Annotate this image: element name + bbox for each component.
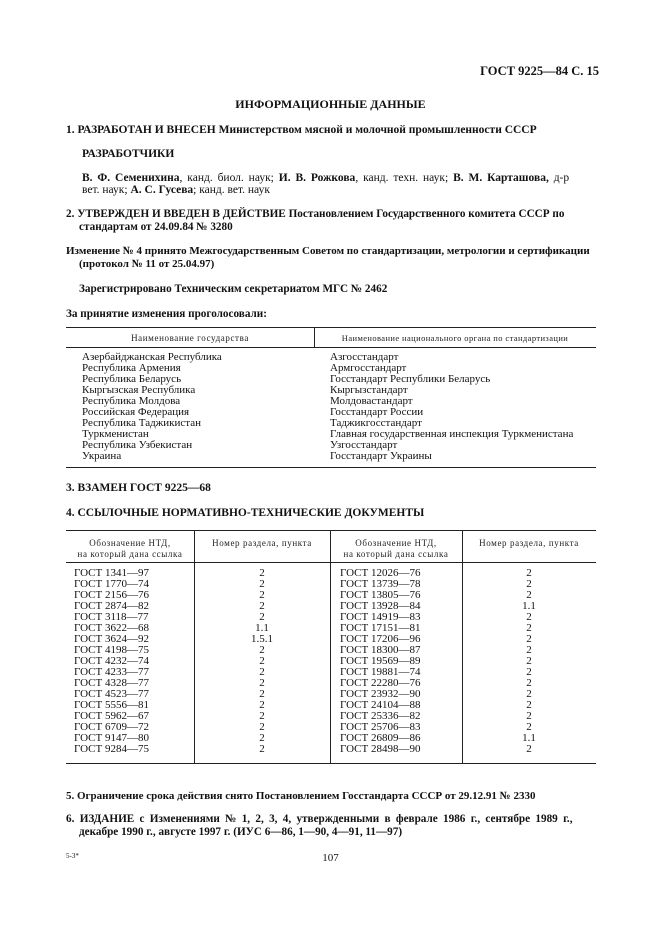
standards-body-name: Госстандарт Украины	[330, 450, 432, 462]
section-6-line-2: декабре 1990 г., августе 1997 г. (ИУС 6—86, 1—90, 4—91, 11—97)	[79, 826, 403, 838]
registration-note: Зарегистрировано Техническим секретариатом МГС № 2462	[79, 283, 388, 295]
ref-section-number: 2	[526, 710, 532, 722]
ref-doc: ГОСТ 23932—90	[340, 688, 421, 700]
ref-doc: ГОСТ 2874—82	[74, 600, 149, 612]
ref-doc: ГОСТ 4523—77	[74, 688, 149, 700]
section-3: 3. ВЗАМЕН ГОСТ 9225—68	[66, 482, 211, 494]
ref-section-number: 2	[259, 644, 265, 656]
section-1-text: Министерством мясной и молочной промышленности СССР	[218, 124, 537, 136]
ref-section-number: 2	[526, 567, 532, 579]
states-table-bottom-rule	[66, 467, 596, 468]
ref-doc: ГОСТ 25336—82	[340, 710, 421, 722]
state-name: Украина	[82, 450, 122, 462]
voted-note: За принятие изменения проголосовали:	[66, 308, 267, 320]
developer-degree: д-р	[553, 172, 570, 184]
ref-doc: ГОСТ 26809—86	[340, 732, 421, 744]
ref-doc: ГОСТ 3118—77	[74, 611, 149, 623]
ref-doc: ГОСТ 13928—84	[340, 600, 421, 612]
ref-section-number: 2	[259, 743, 265, 755]
section-1-label: 1. РАЗРАБОТАН И ВНЕСЕН	[66, 124, 216, 136]
page-header-ref: ГОСТ 9225—84 С. 15	[480, 64, 599, 78]
section-2-line-2: стандартам от 24.09.84 № 3280	[79, 221, 233, 233]
section-1	[66, 124, 537, 136]
section-6-line-1: 6. ИЗДАНИЕ с Изменениями № 1, 2, 3, 4, утвержденными в феврале 1986 г., сентябре 1989 г.,	[66, 813, 573, 825]
ref-doc: ГОСТ 28498—90	[340, 743, 421, 755]
refs-header-ntd-line-2: на который дана ссылка	[343, 549, 449, 559]
refs-header-ntd-line-1: Обозначение НТД,	[355, 538, 437, 548]
refs-right-docs	[340, 568, 420, 755]
ref-section-number: 2	[526, 655, 532, 667]
refs-header-num-left: Номер раздела, пункта	[212, 538, 312, 548]
state-name: Республика Беларусь	[82, 373, 182, 385]
ref-section-number: 2	[526, 622, 532, 634]
states-table-top-rule	[66, 327, 596, 328]
refs-divider-2	[330, 530, 331, 763]
standards-body-name: Таджикгосстандарт	[330, 417, 422, 429]
state-name: Туркменистан	[82, 428, 149, 440]
ref-section-number: 2	[526, 666, 532, 678]
ref-section-number: 2	[526, 688, 532, 700]
standards-body-name: Кыргызстандарт	[330, 384, 408, 396]
refs-right-nums	[462, 568, 596, 755]
ref-doc: ГОСТ 14919—83	[340, 611, 421, 623]
states-col-header: Наименование государства	[131, 333, 249, 343]
page-title: ИНФОРМАЦИОННЫЕ ДАННЫЕ	[235, 97, 426, 111]
ref-doc: ГОСТ 12026—76	[340, 567, 421, 579]
footer-mark: 5-3*	[66, 852, 79, 860]
ref-doc: ГОСТ 5962—67	[74, 710, 149, 722]
refs-table-header-rule	[66, 562, 596, 563]
ref-section-number: 2	[526, 633, 532, 645]
refs-header-ntd-line-1: Обозначение НТД,	[89, 538, 171, 548]
refs-header-ntd-right	[330, 538, 462, 560]
ref-doc: ГОСТ 25706—83	[340, 721, 421, 733]
state-name: Республика Узбекистан	[82, 439, 193, 451]
states-list	[82, 352, 222, 462]
ref-section-number: 2	[526, 611, 532, 623]
ref-section-number: 2	[526, 721, 532, 733]
standards-body-name: Главная государственная инспекция Туркменистана	[330, 428, 574, 440]
state-name: Азербайджанская Республика	[82, 351, 222, 363]
developer-degree: вет. наук;	[82, 184, 128, 196]
ref-section-number: 2	[259, 699, 265, 711]
refs-table-bottom-rule	[66, 763, 596, 764]
ref-section-number: 2	[526, 589, 532, 601]
ref-doc: ГОСТ 2156—76	[74, 589, 149, 601]
ref-section-number: 2	[259, 677, 265, 689]
ref-section-number: 2	[259, 567, 265, 579]
refs-header-num-right: Номер раздела, пункта	[479, 538, 579, 548]
ref-doc: ГОСТ 5556—81	[74, 699, 149, 711]
ref-section-number: 2	[526, 677, 532, 689]
ref-doc: ГОСТ 13805—76	[340, 589, 421, 601]
developer-degree: , канд. биол. наук;	[179, 172, 274, 184]
amendment-line-1: Изменение № 4 принято Межгосударственным Советом по стандартизации, метрологии и сертификации	[66, 245, 590, 257]
ref-section-number: 2	[259, 721, 265, 733]
ref-section-number: 1.1	[522, 600, 536, 612]
ref-section-number: 2	[259, 578, 265, 590]
developer-name: В. Ф. Семенихина	[82, 172, 180, 184]
ref-section-number: 1.1	[522, 732, 536, 744]
ref-section-number: 2	[259, 589, 265, 601]
state-name: Кыргызская Республика	[82, 384, 196, 396]
ref-doc: ГОСТ 13739—78	[340, 578, 421, 590]
refs-table-top-rule	[66, 530, 596, 531]
refs-left-nums	[194, 568, 330, 755]
developer-degree: , канд. техн. наук;	[355, 172, 449, 184]
standards-body-name: Узгосстандарт	[330, 439, 398, 451]
ref-doc: ГОСТ 4328—77	[74, 677, 149, 689]
ref-doc: ГОСТ 24104—88	[340, 699, 421, 711]
amendment-line-2: (протокол № 11 от 25.04.97)	[79, 258, 215, 270]
ref-doc: ГОСТ 1341—97	[74, 567, 149, 579]
standards-body-name: Госстандарт России	[330, 406, 424, 418]
ref-doc: ГОСТ 17151—81	[340, 622, 421, 634]
ref-doc: ГОСТ 4233—77	[74, 666, 149, 678]
ref-section-number: 2	[526, 578, 532, 590]
developer-degree: ; канд. вет. наук	[193, 184, 270, 196]
ref-section-number: 2	[526, 644, 532, 656]
ref-section-number: 2	[259, 600, 265, 612]
state-name: Российская Федерация	[82, 406, 190, 418]
state-name: Республика Армения	[82, 362, 181, 374]
ref-section-number: 2	[259, 688, 265, 700]
ref-doc: ГОСТ 6709—72	[74, 721, 149, 733]
ref-doc: ГОСТ 9284—75	[74, 743, 149, 755]
refs-header-ntd-line-2: на который дана ссылка	[77, 549, 183, 559]
refs-header-ntd-left	[66, 538, 194, 560]
developer-name: А. С. Гусева	[130, 184, 194, 196]
developers-line-2	[82, 184, 270, 197]
developer-name: В. М. Карташова,	[453, 172, 549, 184]
bodies-col-header: Наименование национального органа по стандартизации	[341, 333, 569, 343]
ref-doc: ГОСТ 3622—68	[74, 622, 149, 634]
state-name: Республика Таджикистан	[82, 417, 201, 429]
ref-doc: ГОСТ 18300—87	[340, 644, 421, 656]
section-2-line-1: 2. УТВЕРЖДЕН И ВВЕДЕН В ДЕЙСТВИЕ Постановлением Государственного комитета СССР по	[66, 208, 565, 220]
standards-body-name: Молдовастандарт	[330, 395, 413, 407]
ref-doc: ГОСТ 19569—89	[340, 655, 421, 667]
refs-left-docs	[74, 568, 149, 755]
ref-doc: ГОСТ 22280—76	[340, 677, 421, 689]
ref-doc: ГОСТ 4232—74	[74, 655, 149, 667]
ref-section-number: 1.1	[255, 622, 269, 634]
developer-name: И. В. Рожкова	[278, 172, 356, 184]
ref-doc: ГОСТ 3624—92	[74, 633, 149, 645]
ref-section-number: 2	[526, 699, 532, 711]
ref-section-number: 2	[259, 710, 265, 722]
ref-section-number: 2	[526, 743, 532, 755]
ref-doc: ГОСТ 19881—74	[340, 666, 421, 678]
ref-section-number: 1.5.1	[251, 633, 273, 645]
ref-doc: ГОСТ 17206—96	[340, 633, 421, 645]
states-table-header-rule	[66, 347, 596, 348]
section-5: 5. Ограничение срока действия снято Постановлением Госстандарта СССР от 29.12.91 № 2330	[66, 790, 536, 802]
ref-section-number: 2	[259, 655, 265, 667]
state-name: Республика Молдова	[82, 395, 181, 407]
ref-section-number: 2	[259, 732, 265, 744]
ref-doc: ГОСТ 9147—80	[74, 732, 149, 744]
ref-section-number: 2	[259, 666, 265, 678]
page-number: 107	[322, 852, 339, 864]
ref-doc: ГОСТ 4198—75	[74, 644, 149, 656]
ref-section-number: 2	[259, 611, 265, 623]
developers-label: РАЗРАБОТЧИКИ	[82, 148, 175, 160]
standards-body-name: Армгосстандарт	[330, 362, 407, 374]
section-4: 4. ССЫЛОЧНЫЕ НОРМАТИВНО-ТЕХНИЧЕСКИЕ ДОКУМЕНТЫ	[66, 507, 425, 519]
standards-body-name: Азгосстандарт	[330, 351, 399, 363]
ref-doc: ГОСТ 1770—74	[74, 578, 149, 590]
standards-body-name: Госстандарт Республики Беларусь	[330, 373, 491, 385]
bodies-list	[330, 352, 573, 462]
